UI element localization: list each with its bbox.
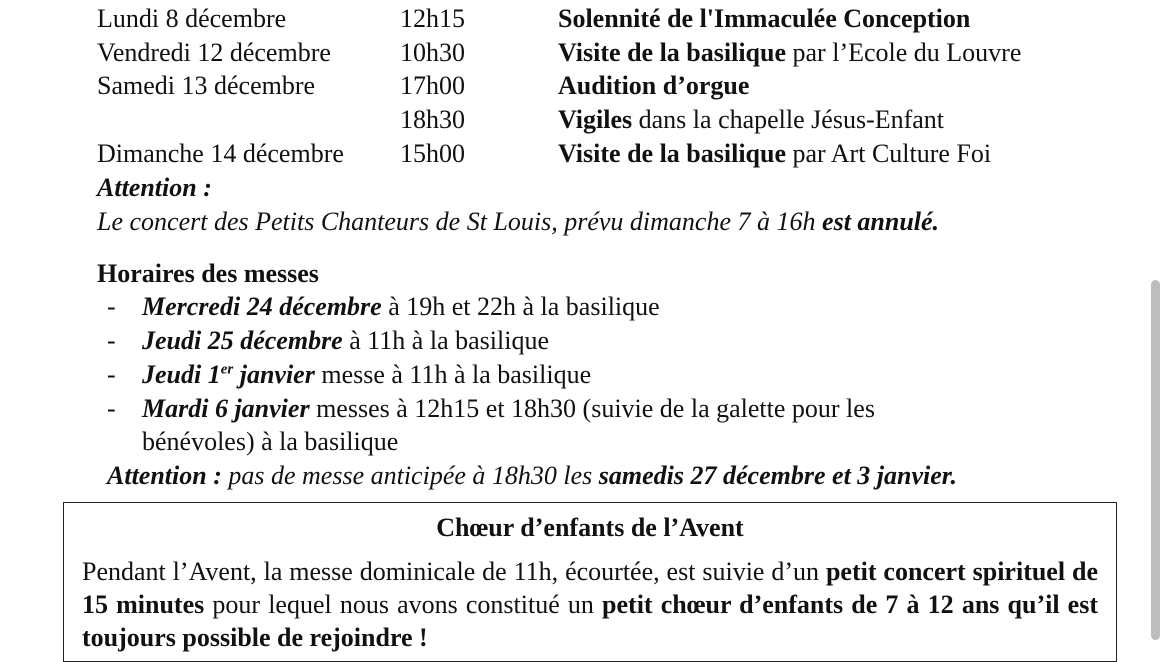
mass-detail: à 19h et 22h à la basilique: [381, 292, 660, 321]
schedule-time: 17h00: [400, 71, 465, 100]
schedule-day: Dimanche 14 décembre: [97, 139, 344, 168]
mass-detail: messes à 12h15 et 18h30 (suivie de la galette pour les: [309, 394, 875, 423]
schedule-event: [558, 36, 1021, 70]
bullet-dash: -: [107, 360, 116, 389]
masses-heading: Horaires des messes: [97, 259, 319, 288]
schedule-time: 10h30: [400, 38, 465, 67]
notice-emphasis: samedis 27 décembre et 3 janvier.: [598, 461, 957, 490]
schedule-time: 15h00: [400, 139, 465, 168]
schedule-time: 18h30: [400, 105, 465, 134]
schedule-event: [558, 137, 991, 171]
notice-text: pas de messe anticipée à 18h30 les: [221, 461, 599, 490]
mass-date-rest: janvier: [233, 360, 315, 389]
concert-cancel-emphasis: est annulé.: [822, 207, 940, 236]
mass-date-sup: er: [220, 361, 234, 378]
scrollbar-thumb[interactable]: [1151, 280, 1160, 640]
concert-cancel-notice: [97, 205, 939, 239]
bullet-dash: -: [107, 394, 116, 423]
schedule-day: Samedi 13 décembre: [97, 71, 316, 100]
schedule-event: [558, 69, 749, 103]
schedule-event-title: Visite de la basilique: [558, 38, 787, 67]
mass-detail: messe à 11h à la basilique: [314, 360, 592, 389]
mass-detail: à 11h à la basilique: [342, 326, 549, 355]
schedule-event-title: Vigiles: [558, 105, 633, 134]
box-title: Chœur d’enfants de l’Avent: [436, 513, 744, 542]
schedule-day: Vendredi 12 décembre: [97, 38, 331, 67]
bullet-dash: -: [107, 326, 116, 355]
no-anticipated-mass-notice: [107, 459, 957, 493]
schedule-event-detail: par l’Ecole du Louvre: [786, 38, 1022, 67]
box-text-part: Pendant l’Avent, la messe dominicale de 11h, écourtée, est suivie d’un: [82, 557, 826, 586]
box-text-part: pour lequel nous avons constitué un: [204, 590, 603, 619]
bullet-dash: -: [107, 292, 116, 321]
schedule-event-title: Visite de la basilique: [558, 139, 787, 168]
schedule-event-title: Audition d’orgue: [558, 71, 750, 100]
concert-cancel-text: Le concert des Petits Chanteurs de St Louis, prévu dimanche 7 à 16h: [97, 207, 823, 236]
schedule-day: Lundi 8 décembre: [97, 4, 287, 33]
schedule-event: [558, 2, 970, 36]
choir-info-box: [63, 502, 1117, 662]
mass-date: Jeudi 1: [142, 360, 221, 389]
mass-detail-continuation: bénévoles) à la basilique: [142, 427, 399, 456]
schedule-event-detail: par Art Culture Foi: [786, 139, 992, 168]
mass-date: Mardi 6 janvier: [142, 394, 310, 423]
attention-heading: Attention :: [97, 173, 212, 202]
attention-heading: Attention :: [107, 461, 222, 490]
schedule-event: [558, 103, 944, 137]
schedule-event-title: Solennité de l'Immaculée Conception: [558, 4, 971, 33]
mass-date: Mercredi 24 décembre: [142, 292, 382, 321]
box-text-bold: petit chœur d’enfants de 7 à 12 ans qu’il est toujours possible de rejoindre !: [82, 590, 1099, 652]
box-paragraph: [82, 555, 1098, 654]
schedule-event-detail: dans la chapelle Jésus-Enfant: [632, 105, 945, 134]
schedule-time: 12h15: [400, 4, 465, 33]
mass-date: Jeudi 25 décembre: [142, 326, 343, 355]
box-text-bold: petit concert spirituel de 15 minutes: [82, 557, 1098, 619]
